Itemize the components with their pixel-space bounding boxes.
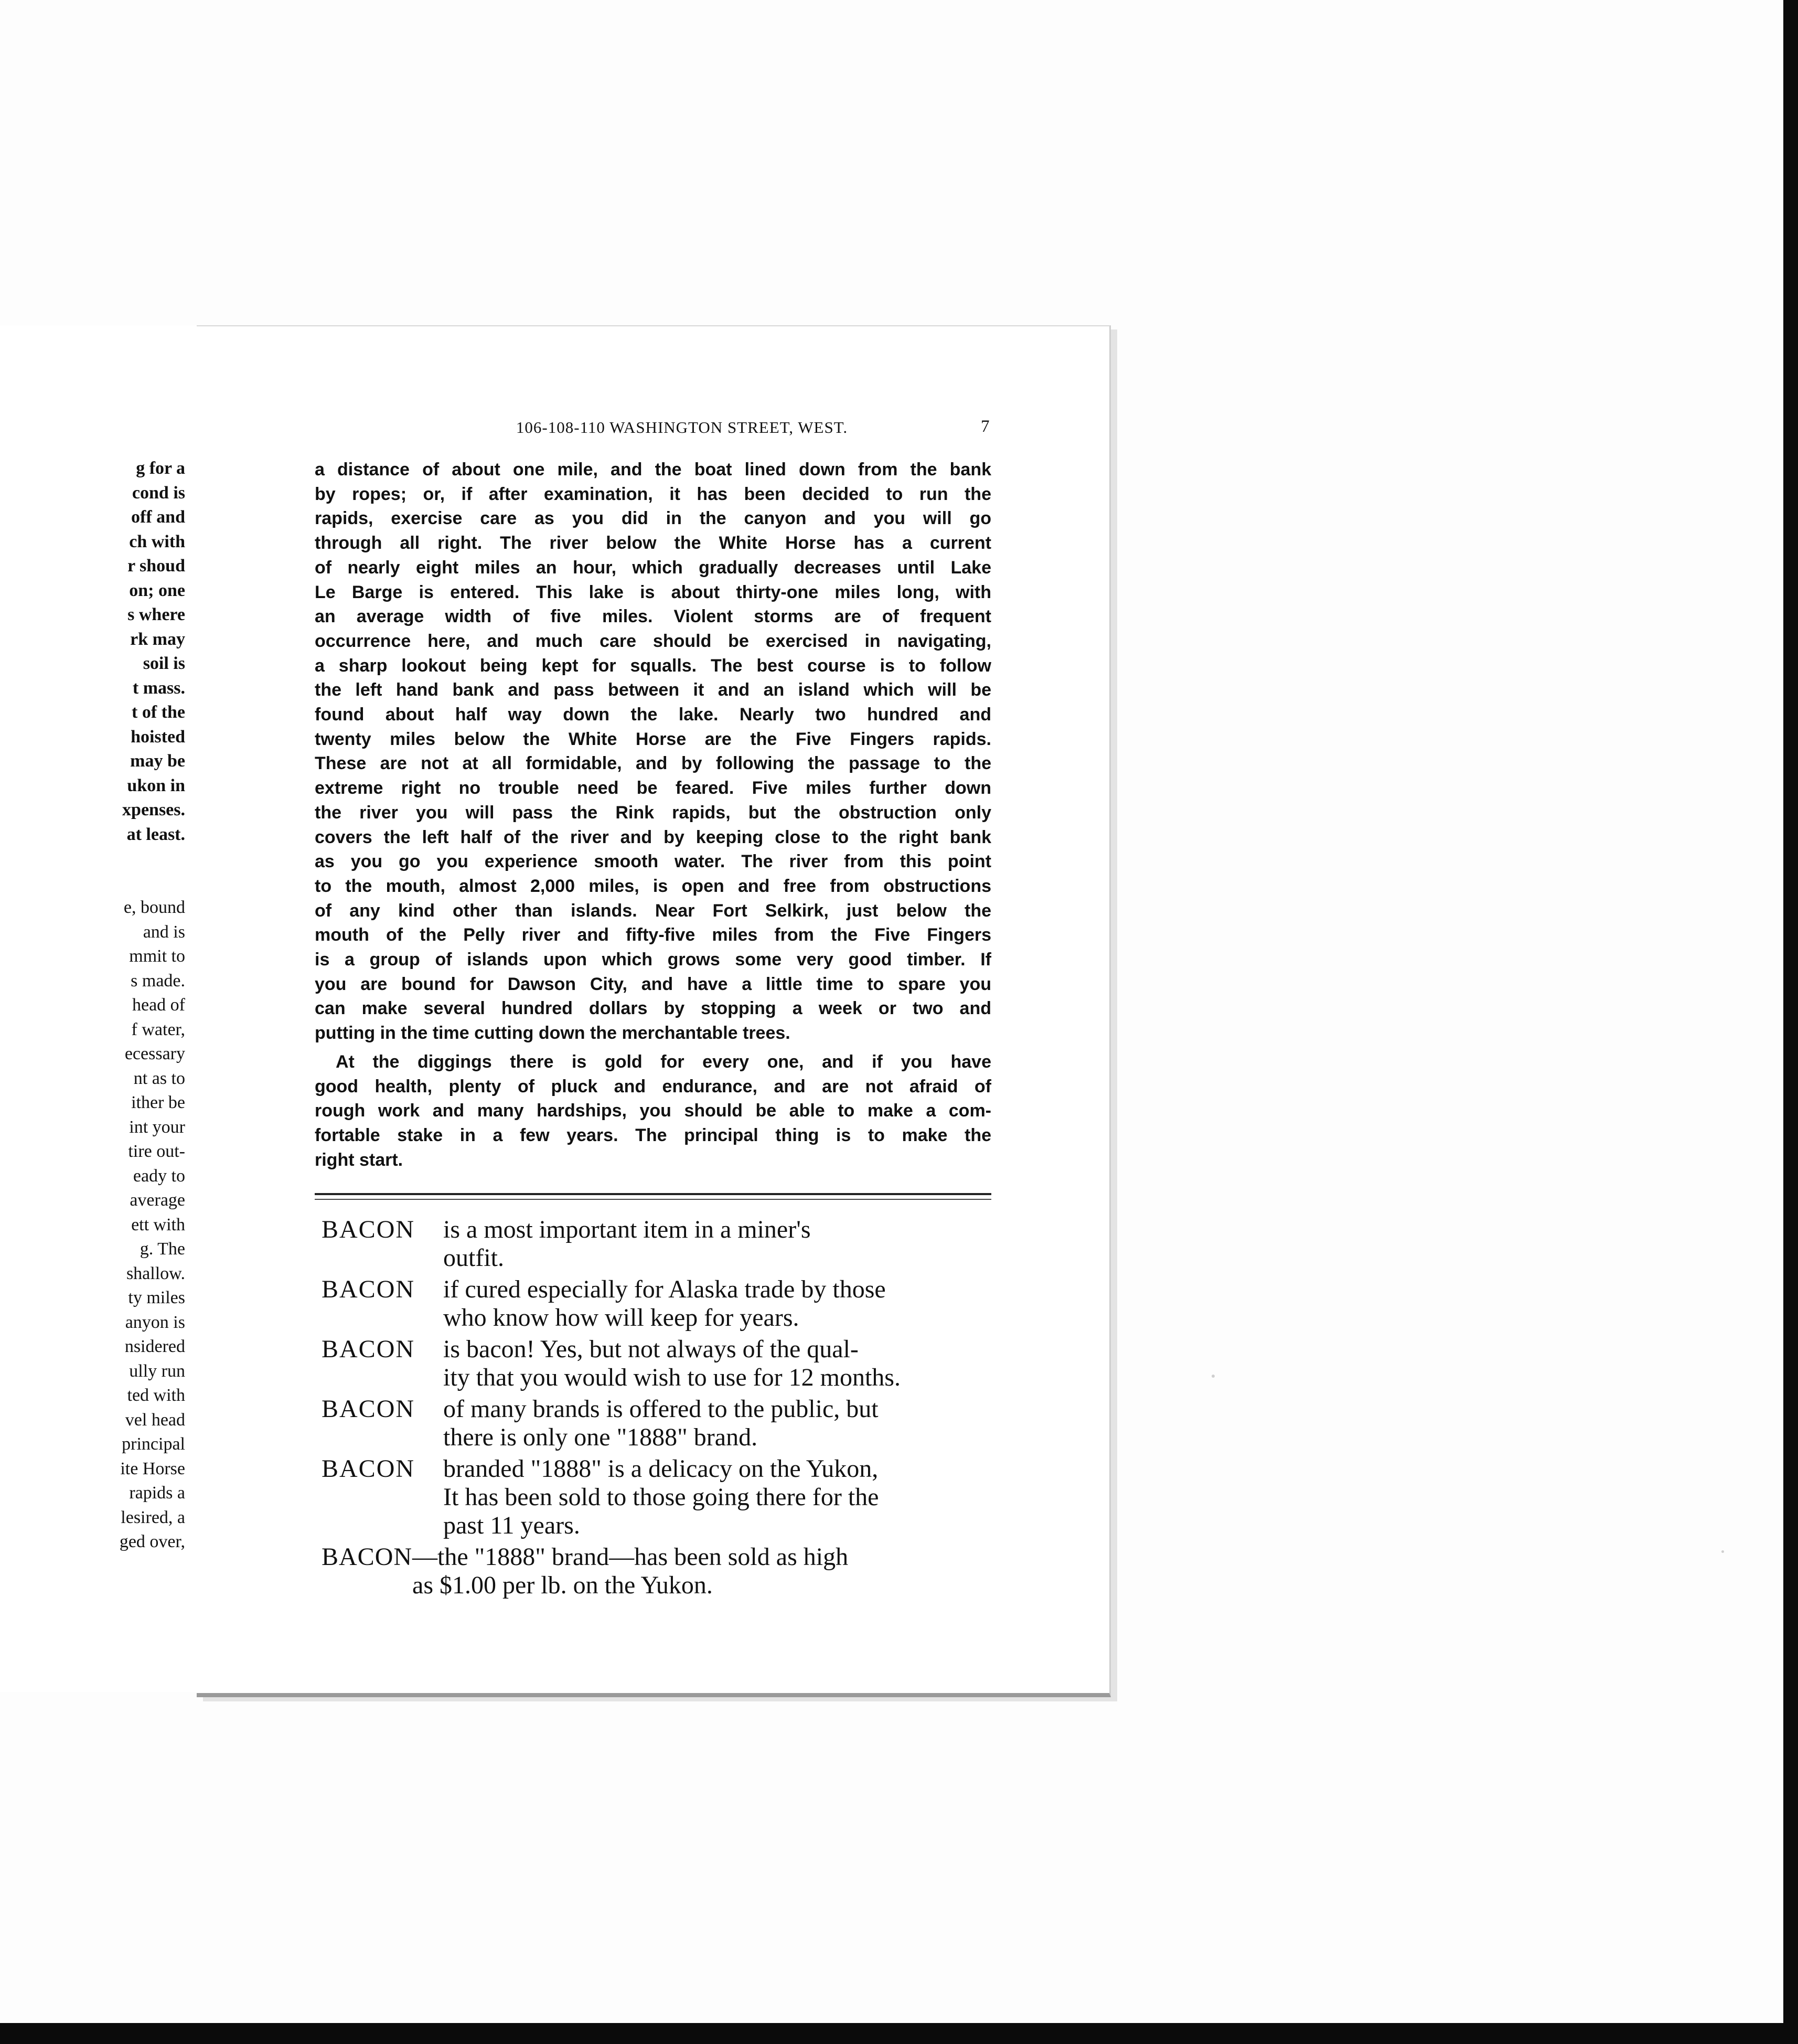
left-page-line: xpenses. [122, 800, 185, 819]
left-page-line: head of [132, 995, 185, 1015]
text-line: mouth of the Pelly river and fifty-five miles from the Five Fingers [315, 925, 991, 945]
text-line: to the mouth, almost 2,000 miles, is open and free from obstructions [315, 876, 991, 896]
ad-item [322, 1216, 1003, 1272]
paragraph-directions [315, 457, 991, 1046]
ad-item [322, 1543, 1003, 1600]
left-page-line: on; one [129, 580, 185, 600]
ad-text-line: there is only one "1888" brand. [443, 1423, 758, 1451]
ad-text [443, 1275, 886, 1332]
left-page-line: cond is [132, 483, 185, 503]
left-page-line: t mass. [132, 678, 185, 698]
left-page-line [0, 871, 185, 896]
left-page-line: ged over, [119, 1532, 185, 1551]
running-head: 106-108-110 WASHINGTON STREET, WEST. [516, 418, 848, 437]
bacon-advertisement [322, 1216, 1003, 1603]
left-page-line: e, bound [123, 898, 185, 917]
ad-text-line: who know how will keep for years. [443, 1304, 799, 1332]
ad-keyword: BACON [322, 1395, 415, 1423]
ad-item [322, 1395, 1003, 1452]
left-page-line: g for a [136, 459, 185, 478]
ad-text-line: outfit. [443, 1244, 504, 1272]
left-page-line: anyon is [125, 1312, 185, 1332]
text-line: Le Barge is entered. This lake is about thirty-one miles long, with [315, 582, 991, 602]
left-page-line [0, 847, 185, 871]
left-page-line: may be [130, 751, 185, 771]
left-page-line: lesired, a [121, 1507, 185, 1527]
ad-text-line: if cured especially for Alaska trade by those [443, 1275, 886, 1303]
ad-text-line: is bacon! Yes, but not always of the qual- [443, 1335, 859, 1363]
left-page-line: ully run [129, 1361, 185, 1381]
ad-keyword: BACON [322, 1335, 415, 1363]
text-line: At the diggings there is gold for every one, and if you have [336, 1051, 991, 1072]
text-line: rough work and many hardships, you should be able to make a com- [315, 1101, 991, 1121]
text-line: putting in the time cutting down the merchantable trees. [315, 1023, 790, 1044]
ad-item [322, 1455, 1003, 1540]
text-line: you are bound for Dawson City, and have a little time to spare you [315, 974, 991, 994]
text-line: covers the left half of the river and by keeping close to the right bank [315, 827, 991, 847]
ad-text [412, 1543, 848, 1600]
left-page-line: average [130, 1190, 185, 1210]
left-page-line: ecessary [124, 1044, 185, 1063]
scan-speck [1212, 1375, 1215, 1378]
scan-edge-bottom [0, 2023, 1798, 2044]
text-line: the river you will pass the Rink rapids, but the obstruction only [315, 802, 991, 823]
divider-rule-thin [315, 1199, 991, 1200]
left-page-line: ite Horse [120, 1459, 185, 1478]
text-line: extreme right no trouble need be feared. Five miles further down [315, 778, 991, 799]
text-line: can make several hundred dollars by stopping a week or two and [315, 998, 991, 1019]
text-line: by ropes; or, if after examination, it has been decided to run the [315, 484, 991, 504]
ad-text-line: of many brands is offered to the public, but [443, 1395, 879, 1423]
text-line: occurrence here, and much care should be exercised in navigating, [315, 631, 991, 651]
text-line: of any kind other than islands. Near Fort Selkirk, just below the [315, 900, 991, 921]
ad-text [443, 1395, 879, 1452]
ad-text-line: as $1.00 per lb. on the Yukon. [412, 1571, 713, 1599]
ad-text-line: branded "1888" is a delicacy on the Yukon, [443, 1455, 879, 1483]
left-page-line: mmit to [129, 946, 185, 966]
left-page-line: ett with [131, 1215, 185, 1234]
text-line: a sharp lookout being kept for squalls. The best course is to follow [315, 655, 991, 676]
ad-text-line: ity that you would wish to use for 12 months. [443, 1364, 901, 1391]
ad-keyword: BACON [322, 1275, 415, 1303]
ad-text [443, 1455, 879, 1540]
scan-speck [1721, 1550, 1724, 1553]
left-page [0, 325, 200, 1692]
text-line: right start. [315, 1149, 403, 1170]
left-page-line: rapids a [129, 1483, 185, 1503]
left-page-line: hoisted [131, 727, 185, 747]
left-page-line: s where [127, 605, 185, 624]
text-line: rapids, exercise care as you did in the canyon and you will go [315, 508, 991, 529]
ad-text-line: is a most important item in a miner's [443, 1216, 811, 1243]
left-page-line: r shoud [127, 556, 185, 576]
right-page [197, 325, 1111, 1697]
page-number: 7 [981, 417, 990, 436]
text-line: of nearly eight miles an hour, which gradually decreases until Lake [315, 557, 991, 578]
left-page-line: nsidered [124, 1337, 185, 1356]
body-text [315, 457, 991, 1172]
ad-keyword: BACON [322, 1216, 415, 1243]
left-page-line: ty miles [128, 1288, 185, 1307]
left-page-line: ch with [129, 531, 185, 551]
text-line: is a group of islands upon which grows some very good timber. If [315, 950, 991, 970]
divider-rule [315, 1193, 991, 1195]
left-page-line: f water, [131, 1019, 185, 1039]
text-line: These are not at all formidable, and by following the passage to the [315, 753, 991, 774]
left-page-line: and is [143, 922, 185, 942]
left-page-line: ukon in [127, 775, 185, 795]
left-page-line: at least. [126, 824, 185, 844]
left-page-text-column [0, 456, 185, 1555]
text-line: through all right. The river below the White Horse has a current [315, 533, 991, 553]
scan-edge-right [1783, 0, 1798, 2044]
left-page-line: ither be [131, 1093, 185, 1112]
ad-text [443, 1335, 901, 1392]
ad-text-line: It has been sold to those going there for the [443, 1483, 879, 1511]
ad-keyword: BACON [322, 1455, 415, 1483]
text-line: a distance of about one mile, and the boat lined down from the bank [315, 460, 991, 480]
ad-text-line: past 11 years. [443, 1511, 580, 1539]
left-page-line: t of the [132, 702, 185, 722]
left-page-line: int your [129, 1117, 185, 1137]
ad-item [322, 1275, 1003, 1332]
ad-text [443, 1216, 811, 1272]
left-page-line: nt as to [133, 1068, 185, 1088]
left-page-line: g. The [140, 1239, 185, 1259]
left-page-line: principal [122, 1434, 185, 1454]
left-page-line: eady to [133, 1166, 185, 1186]
ad-item [322, 1335, 1003, 1392]
ad-text-line: —the "1888" brand—has been sold as high [412, 1543, 849, 1571]
left-page-line: s made. [131, 971, 185, 991]
left-page-line: rk may [130, 629, 185, 649]
text-line: fortable stake in a few years. The principal thing is to make the [315, 1125, 991, 1145]
left-page-line: soil is [143, 654, 185, 673]
text-line: an average width of five miles. Violent storms are of frequent [315, 606, 991, 627]
text-line: the left hand bank and pass between it and an island which will be [315, 680, 991, 700]
text-line: as you go you experience smooth water. The river from this point [315, 851, 991, 872]
paragraph-diggings [315, 1050, 991, 1173]
left-page-line: tire out- [128, 1142, 185, 1161]
text-line: twenty miles below the White Horse are the Five Fingers rapids. [315, 729, 991, 749]
text-line: good health, plenty of pluck and endurance, and are not afraid of [315, 1076, 991, 1096]
left-page-line: off and [131, 507, 185, 527]
left-page-line: vel head [125, 1410, 185, 1430]
left-page-line: ted with [127, 1386, 185, 1405]
ad-keyword: BACON [322, 1543, 413, 1571]
left-page-line: shallow. [126, 1263, 185, 1283]
text-line: found about half way down the lake. Nearly two hundred and [315, 705, 991, 725]
